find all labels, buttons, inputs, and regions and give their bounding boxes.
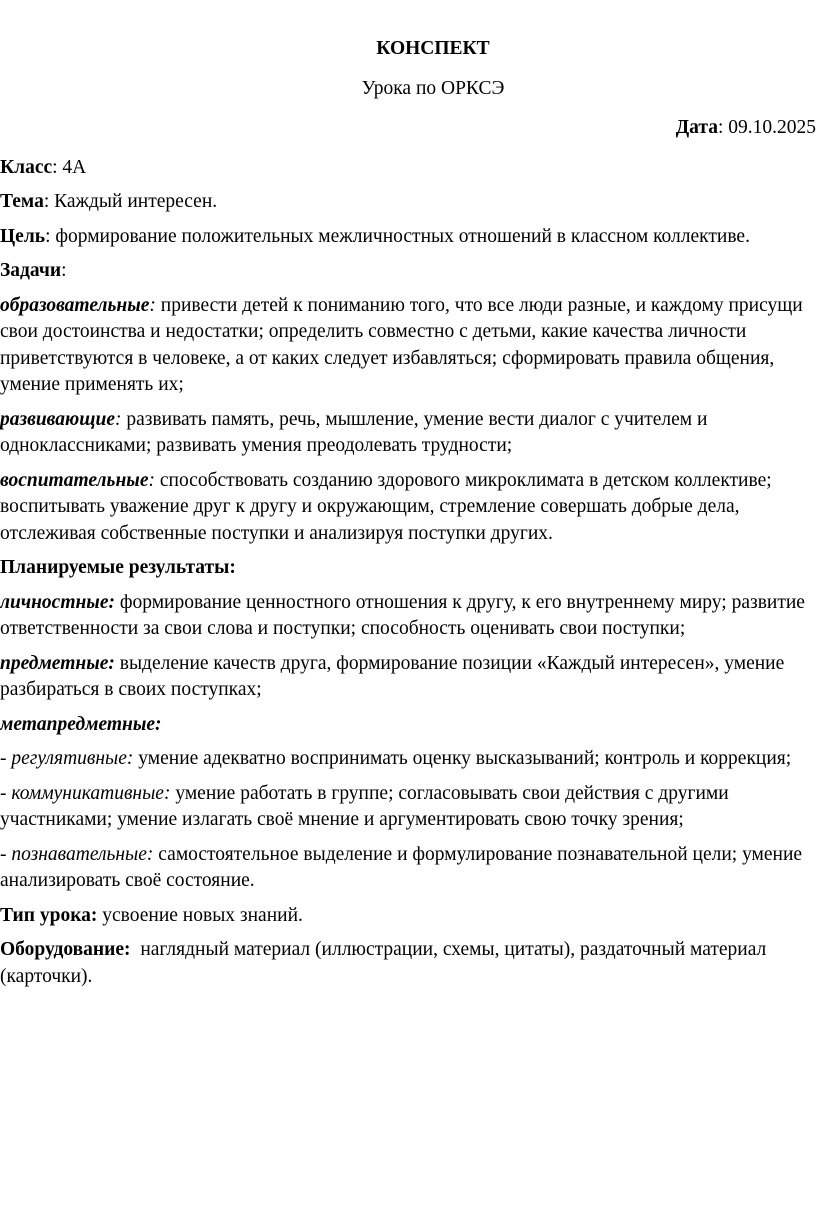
upbringing-label: воспитательные bbox=[0, 469, 149, 491]
result-regulatory bbox=[0, 746, 816, 773]
personal-label: личностные: bbox=[0, 591, 115, 613]
result-personal bbox=[0, 590, 816, 643]
results-heading bbox=[0, 555, 816, 582]
class-value: : 4А bbox=[52, 156, 87, 178]
topic-value: : Каждый интересен. bbox=[43, 191, 218, 212]
tasks-label: Задачи bbox=[0, 260, 62, 281]
task-educational bbox=[0, 293, 816, 399]
result-communicative bbox=[0, 781, 816, 834]
upbringing-colon: : bbox=[148, 469, 155, 491]
lesson-type-line bbox=[0, 903, 816, 930]
equipment-value: наглядный материал (иллюстрации, схемы, цитаты), раздаточный материал (карточки). bbox=[0, 939, 772, 987]
educational-colon: : bbox=[149, 294, 156, 316]
subject-text: выделение качеств друга, формирование позиции «Каждый интересен», умение разбираться в своих поступках; bbox=[0, 652, 785, 700]
tasks-colon: : bbox=[61, 260, 67, 281]
regulatory-label: регулятивные: bbox=[11, 748, 134, 769]
educational-text: привести детей к пониманию того, что все люди разные, и каждому присущи свои достоинства и недостатки; определить совместно с детьми, какие качества личности приветствуются в человеке, а от каких следует избавляться; сформировать правила общения, умение применять их; bbox=[0, 294, 803, 395]
meta-label: метапредметные: bbox=[0, 713, 162, 735]
tasks-heading bbox=[0, 258, 816, 285]
topic-label: Тема bbox=[0, 191, 44, 212]
result-subject bbox=[0, 651, 816, 704]
communicative-text: умение работать в группе; согласовывать свои действия с другими участниками; умение излагать своё мнение и аргументировать свою точку зрения; bbox=[0, 782, 729, 830]
cognitive-dash: - bbox=[0, 843, 12, 865]
task-upbringing bbox=[0, 468, 816, 548]
result-cognitive bbox=[0, 842, 816, 895]
developing-text: развивать память, речь, мышление, умение вести диалог с учителем и одноклассниками; развивать умения преодолевать трудности; bbox=[0, 408, 708, 456]
educational-label: образовательные bbox=[0, 294, 150, 316]
topic-line bbox=[0, 189, 816, 216]
developing-label: развивающие bbox=[0, 408, 115, 430]
document-title: КОНСПЕКТ bbox=[376, 38, 490, 59]
personal-text: формирование ценностного отношения к другу, к его внутреннему миру; развитие ответственности за свои слова и поступки; способность оценивать свои поступки; bbox=[0, 591, 805, 639]
regulatory-text: умение адекватно воспринимать оценку высказываний; контроль и коррекция; bbox=[133, 748, 792, 769]
goal-value: : формирование положительных межличностных отношений в классном коллективе. bbox=[45, 225, 750, 247]
cognitive-text: самостоятельное выделение и формулирование познавательной цели; умение анализировать своё состояние. bbox=[0, 843, 803, 891]
communicative-label: коммуникативные: bbox=[11, 782, 171, 804]
cognitive-label: познавательные: bbox=[11, 843, 154, 865]
developing-colon: : bbox=[114, 408, 122, 430]
upbringing-text: способствовать созданию здорового микроклимата в детском коллективе; воспитывать уважение друг к другу и окружающим, стремление совершать добрые дела, отслеживая собственные поступки и анализируя поступки других. bbox=[0, 469, 772, 544]
lesson-type-label: Тип урока: bbox=[0, 904, 98, 926]
date-label: Дата bbox=[675, 117, 718, 138]
date-line bbox=[0, 115, 816, 142]
communicative-dash: - bbox=[0, 782, 12, 804]
document-subtitle: Урока по ОРКСЭ bbox=[361, 77, 505, 99]
date-value: : 09.10.2025 bbox=[717, 117, 816, 138]
goal-paragraph bbox=[0, 224, 816, 251]
lesson-type-value: усвоение новых знаний. bbox=[97, 904, 303, 926]
equipment-paragraph bbox=[0, 937, 816, 990]
regulatory-dash: - bbox=[0, 748, 12, 769]
equipment-label: Оборудование: bbox=[0, 939, 131, 960]
results-heading-text: Планируемые результаты: bbox=[0, 557, 236, 578]
class-label: Класс bbox=[0, 156, 53, 178]
goal-label: Цель bbox=[0, 225, 46, 247]
class-line bbox=[0, 155, 816, 182]
subject-label: предметные: bbox=[0, 652, 115, 674]
result-meta-heading bbox=[0, 712, 816, 739]
task-developing bbox=[0, 407, 816, 460]
